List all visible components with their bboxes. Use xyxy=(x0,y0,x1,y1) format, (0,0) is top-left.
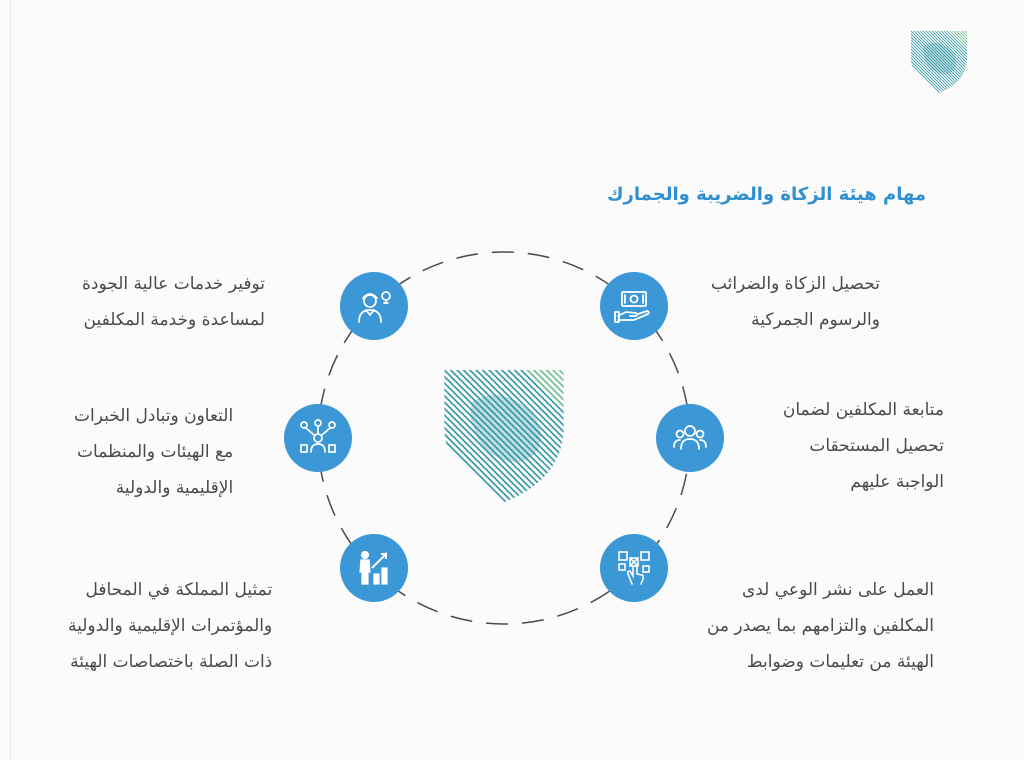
touch-checklist-icon xyxy=(600,534,668,602)
collaboration-icon xyxy=(284,404,352,472)
task-caption-services: توفير خدمات عالية الجودة لمساعدة وخدمة المكلفين xyxy=(82,274,265,330)
people-group-icon xyxy=(656,404,724,472)
page-title: مهام هيئة الزكاة والضريبة والجمارك xyxy=(607,184,926,205)
presenter-chart-icon xyxy=(340,534,408,602)
task-caption-zakat-collection: تحصيل الزكاة والضرائب والرسوم الجمركية xyxy=(710,274,880,330)
task-caption-cooperation: التعاون وتبادل الخبرات مع الهيئات والمنظمات الإقليمية والدولية xyxy=(74,406,234,498)
money-hand-icon xyxy=(600,272,668,340)
zatca-logo-center xyxy=(440,358,568,510)
support-idea-icon xyxy=(340,272,408,340)
task-caption-awareness: العمل على نشر الوعي لدى المكلفين والتزامهم بما يصدر من الهيئة من تعليمات وضوابط xyxy=(706,580,934,672)
task-caption-follow-up: متابعة المكلفين لضمان تحصيل المستحقات الواجبة عليهم xyxy=(782,400,944,492)
task-caption-representation: تمثيل المملكة في المحافل والمؤتمرات الإقليمية والدولية ذات الصلة باختصاصات الهيئة xyxy=(68,580,273,672)
